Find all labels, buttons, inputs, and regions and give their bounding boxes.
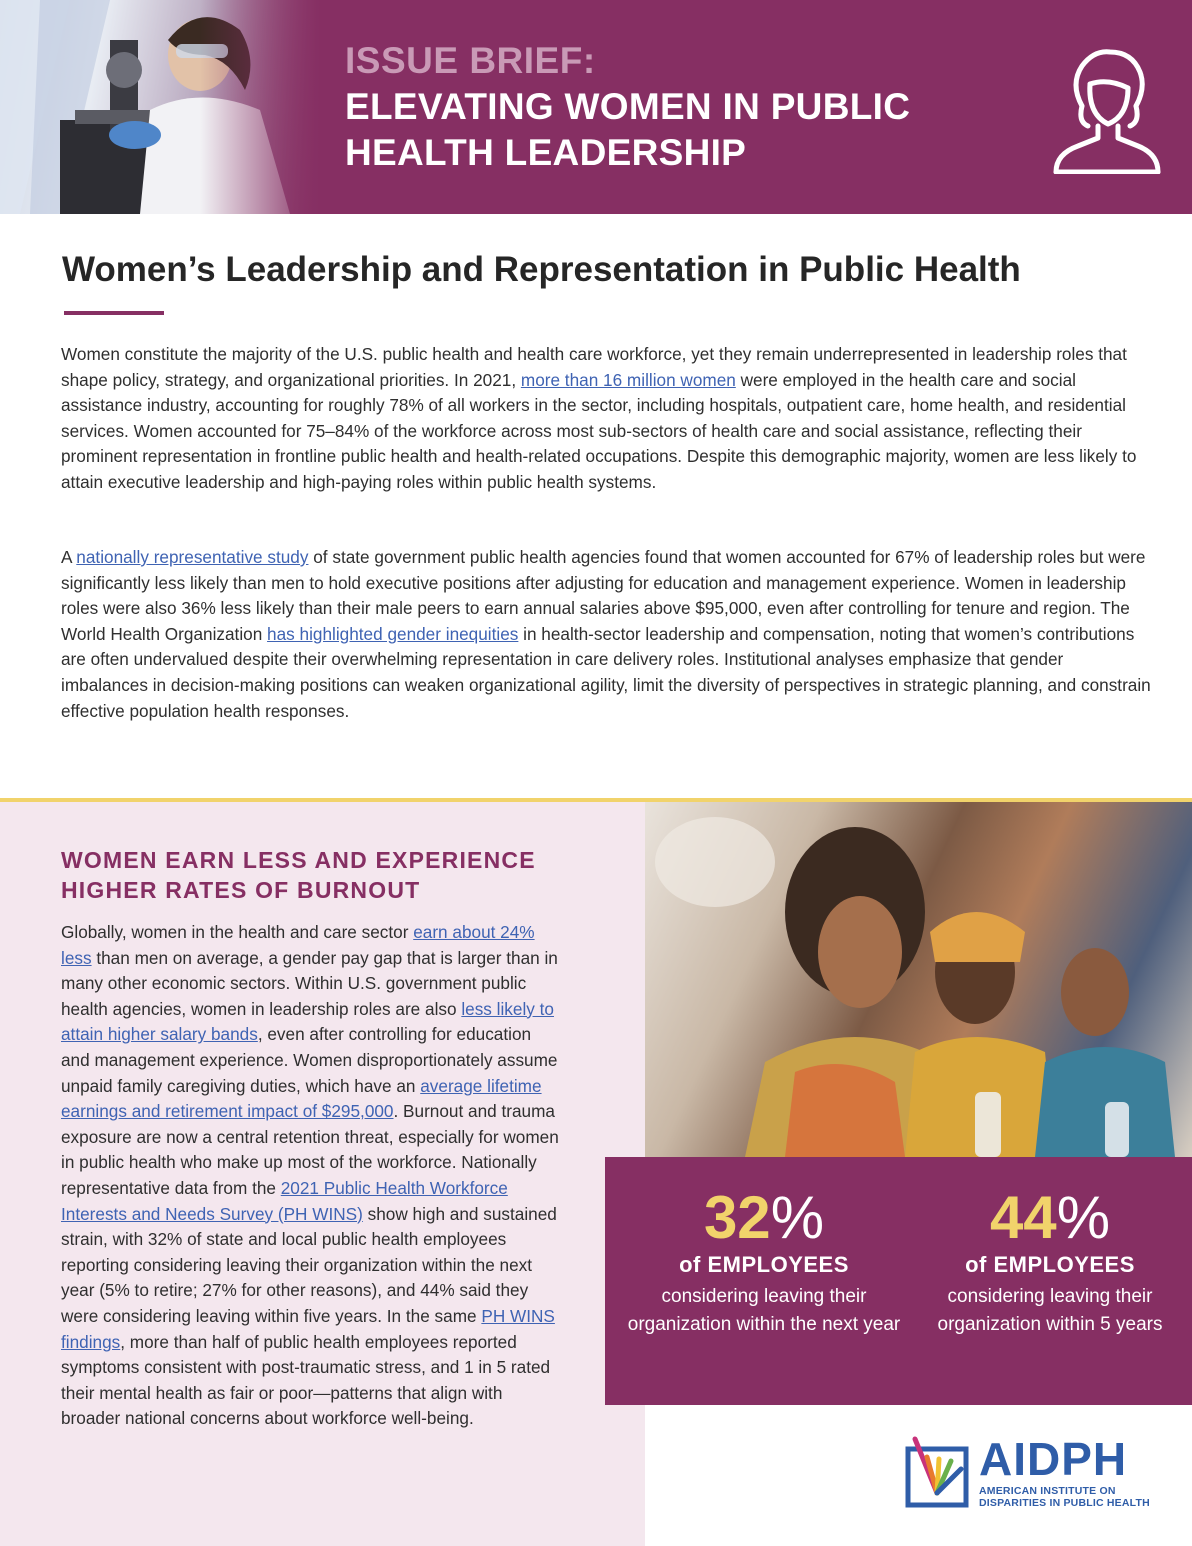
link-salary-bands[interactable]: less likely to attain higher salary bands bbox=[61, 998, 554, 1045]
link-earn-less[interactable]: earn about 24% less bbox=[61, 922, 535, 968]
photo-illustration bbox=[645, 802, 1192, 1157]
burnout-text-6: , more than half of public health employees reported symptoms consistent with post-traumatic stress, and 1 in 5 rated their mental health as fair or poor—patterns that align with broader national concerns about workforce well-being. bbox=[61, 1331, 551, 1429]
burnout-heading: WOMEN EARN LESS AND EXPERIENCE HIGHER RATES OF BURNOUT bbox=[61, 847, 536, 903]
heading-underline bbox=[64, 311, 164, 315]
stat-unit: % bbox=[1056, 1184, 1111, 1251]
link-16-million-women[interactable]: more than 16 million women bbox=[520, 369, 736, 390]
link-gender-inequities[interactable]: has highlighted gender inequities bbox=[267, 623, 519, 644]
burnout-text-1: Globally, women in the health and care sector bbox=[61, 922, 414, 942]
logo-wordmark: AIDPH bbox=[979, 1433, 1128, 1485]
stat-number bbox=[624, 1185, 904, 1251]
p2-text-a: A bbox=[61, 547, 77, 567]
aidph-logo-mark-icon bbox=[905, 1435, 971, 1509]
women-audience-photo bbox=[645, 802, 1192, 1157]
paragraph-study bbox=[61, 545, 1151, 724]
burnout-text-3: , even after controlling for education and management experience. Women disproportionately assume unpaid family caregiving duties, which have an bbox=[61, 1024, 558, 1096]
brief-title: ELEVATING WOMEN IN PUBLIC HEALTH LEADERSHIP bbox=[345, 86, 911, 173]
stat-unit: % bbox=[770, 1184, 825, 1251]
photo-fade bbox=[200, 0, 320, 214]
stat-description: considering leaving their organization within the next year bbox=[627, 1286, 901, 1335]
stat-value: 44 bbox=[989, 1184, 1057, 1251]
woman-icon bbox=[1048, 44, 1164, 174]
link-nationally-representative-study[interactable]: nationally representative study bbox=[76, 547, 309, 567]
logo-tagline bbox=[979, 1485, 1150, 1509]
stat-description: considering leaving their organization within 5 years bbox=[937, 1286, 1163, 1335]
link-lifetime-earnings[interactable]: average lifetime earnings and retirement impact of $295,000 bbox=[61, 1075, 542, 1122]
p1-text-b: were employed in the health care and social assistance industry, accounting for roughly 78% of all workers in the sector, including hospitals, outpatient care, home health, and residential services. Women accounted for 75–84% of the workforce across most sub-sectors of health care and social assistance, reflecting their prominent representation in frontline public health and health-related occupations. Despite this demographic majority, women are less likely to attain executive leadership and high-paying roles within public health systems. bbox=[61, 369, 1137, 492]
burnout-text-4: . Burnout and trauma exposure are now a central retention threat, especially for women in public health who make up most of the workforce. Nationally representative data from the bbox=[61, 1101, 559, 1198]
logo-tagline-line-2: DISPARITIES IN PUBLIC HEALTH bbox=[979, 1497, 1150, 1509]
logo-tagline-line-1: AMERICAN INSTITUTE ON bbox=[979, 1485, 1116, 1497]
burnout-text-5: show high and sustained strain, with 32% of state and local public health employees reporting considering leaving their organization within the next year (5% to retire; 27% for other reasons), and 44% said they were considering leaving within five years. In the same bbox=[61, 1203, 557, 1326]
link-ph-wins-findings[interactable]: PH WINS findings bbox=[61, 1305, 555, 1352]
section-heading: Women’s Leadership and Representation in Public Health bbox=[62, 250, 1021, 289]
header-banner bbox=[0, 0, 1192, 214]
stat-five-years bbox=[910, 1157, 1190, 1339]
stat-label: of EMPLOYEES bbox=[679, 1252, 849, 1277]
p2-text-b: of state government public health agencies found that women accounted for 67% of leadership roles but were significantly less likely than men to hold executive positions after adjusting for education and management experience. Women in leadership roles were also 36% less likely than their male peers to earn annual salaries above $95,000, even after controlling for tenure and region. The World Health Organization bbox=[61, 547, 1146, 644]
stats-box bbox=[605, 1157, 1192, 1405]
issue-brief-eyebrow: ISSUE BRIEF: bbox=[345, 40, 596, 81]
stat-value: 32 bbox=[703, 1184, 771, 1251]
aidph-logo bbox=[905, 1433, 1155, 1513]
paragraph-burnout bbox=[61, 920, 561, 1432]
paragraph-representation bbox=[61, 342, 1151, 496]
burnout-text-2: than men on average, a gender pay gap that is larger than in many other economic sectors. Within U.S. government public health agencies, women in leadership roles are also bbox=[61, 947, 558, 1019]
p1-text-a: Women constitute the majority of the U.S. public health and health care workforce, yet they remain underrepresented in leadership roles that shape policy, strategy, and organizational priorities. In 2021, bbox=[61, 344, 1127, 390]
stat-label: of EMPLOYEES bbox=[965, 1252, 1135, 1277]
stat-next-year bbox=[624, 1157, 904, 1339]
scientist-microscope-photo bbox=[0, 0, 320, 214]
link-ph-wins-survey[interactable]: 2021 Public Health Workforce Interests and Needs Survey (PH WINS) bbox=[61, 1177, 508, 1224]
p2-text-c: in health-sector leadership and compensation, noting that women’s contributions are often undervalued despite their overwhelming representation in care delivery roles. Institutional analyses emphasize that gender imbalances in decision-making positions can weaken organizational agility, limit the diversity of perspectives in strategic planning, and constrain effective population health responses. bbox=[61, 623, 1151, 721]
stat-number bbox=[910, 1185, 1190, 1251]
